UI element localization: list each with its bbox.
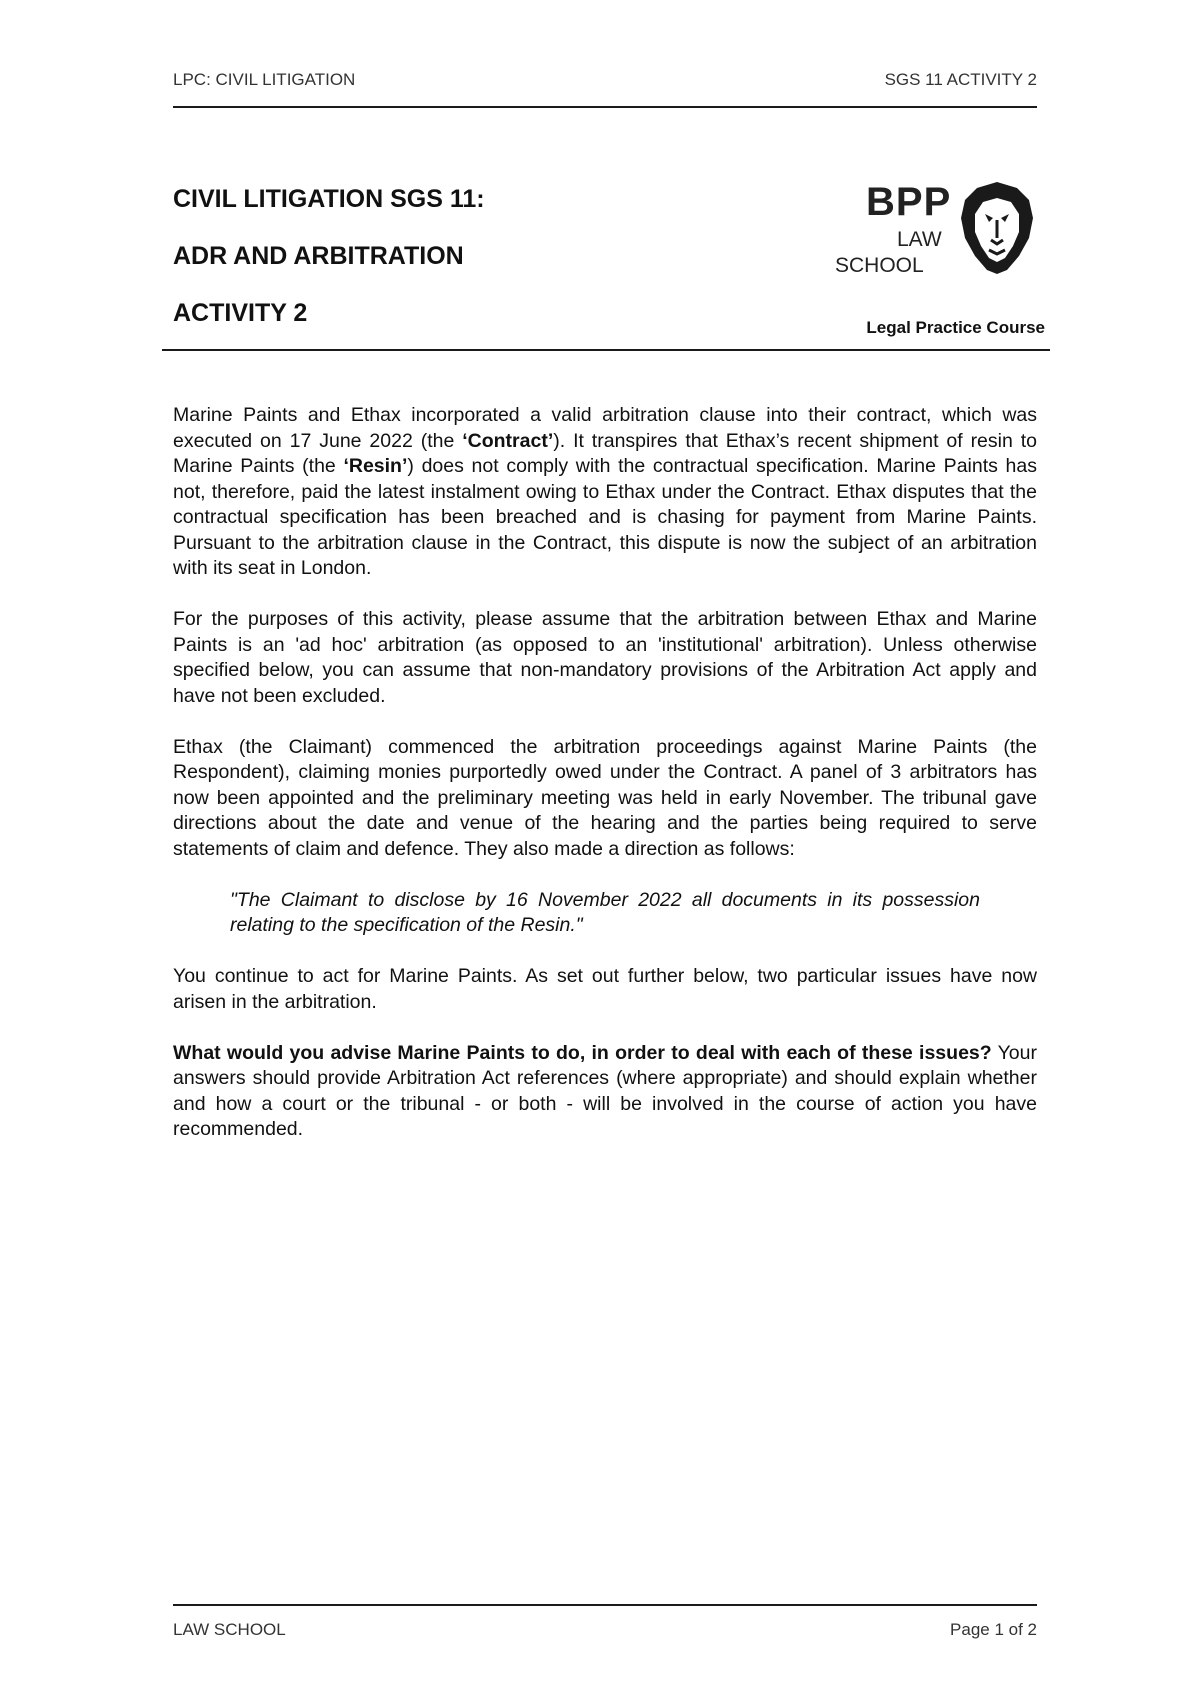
p1-resin-term: ‘Resin’ xyxy=(343,455,408,477)
paragraph-4: You continue to act for Marine Paints. As set out further below, two particular issues have now arisen in the arbitration. xyxy=(173,965,1037,1013)
subtitle: Legal Practice Course xyxy=(866,318,1045,337)
page-header xyxy=(173,70,1037,108)
p1-contract-term: ‘Contract’ xyxy=(462,429,554,452)
logo-school-text: SCHOOL xyxy=(835,254,924,277)
paragraph-2: For the purposes of this activity, please assume that the arbitration between Ethax and Marine Paints is an 'ad hoc' arbitration (as opposed to an 'institutional' arbitration). Unless otherwise specified below, you can assume that non-mandatory provisions of the Arbitration Act apply and have not been excluded. xyxy=(173,608,1037,707)
question-instructions: Your answers should provide Arbitration Act references (where appropriate) and should explain whether and how a court or the tribunal - or both - will be involved in the course of action you have recommended. xyxy=(173,1041,1037,1140)
p1-text-a: Marine Paints and Ethax incorporated a valid arbitration clause into their contract, which was executed on 17 June 2022 (the xyxy=(173,404,1037,452)
paragraph-1 xyxy=(173,403,1037,582)
footer-label: LAW SCHOOL xyxy=(173,1620,286,1639)
document-title xyxy=(173,183,773,354)
title-line-1: CIVIL LITIGATION SGS 11: xyxy=(173,185,485,213)
paragraph-3: Ethax (the Claimant) commenced the arbitration proceedings against Marine Paints (the Respondent), claiming monies purportedly owed under the Contract. A panel of 3 arbitrators has now been appointed and the preliminary meeting was held in early November. The tribunal gave directions about the date and venue of the hearing and the parties being required to serve statements of claim and defence. They also made a direction as follows: xyxy=(173,735,1037,860)
document-body xyxy=(173,403,1037,1168)
tribunal-direction-quote: "The Claimant to disclose by 16 November 2022 all documents in its possession relating to the specification of the Resin." xyxy=(230,888,980,936)
p1-text-b: ). It transpires that Ethax’s recent shipment of resin to Marine Paints (the xyxy=(173,429,1038,477)
page-number: Page 1 of 2 xyxy=(950,1620,1037,1639)
question-text: What would you advise Marine Paints to do, in order to deal with each of these issues? xyxy=(173,1041,992,1064)
p1-text-c: ) does not comply with the contractual specification. Marine Paints has not, therefore, paid the latest instalment owing to Ethax under the Contract. Ethax disputes that the contractual specification has been breached and is chasing for payment from Marine Paints. Pursuant to the arbitration clause in the Contract, this dispute is now the subject of an arbitration with its seat in London. xyxy=(173,455,1038,579)
title-line-2: ADR AND ARBITRATION xyxy=(173,242,464,270)
page-footer xyxy=(173,1604,1037,1639)
header-course: LPC: CIVIL LITIGATION xyxy=(173,70,356,89)
header-activity: SGS 11 ACTIVITY 2 xyxy=(884,70,1037,89)
logo-bpp-text: BPP xyxy=(866,180,952,224)
title-divider xyxy=(162,349,1050,351)
title-line-3: ACTIVITY 2 xyxy=(173,299,308,327)
logo-law-text: LAW xyxy=(897,228,942,251)
lion-head-icon xyxy=(959,180,1035,276)
paragraph-5 xyxy=(173,1041,1037,1143)
bpp-law-school-logo xyxy=(835,182,1035,282)
